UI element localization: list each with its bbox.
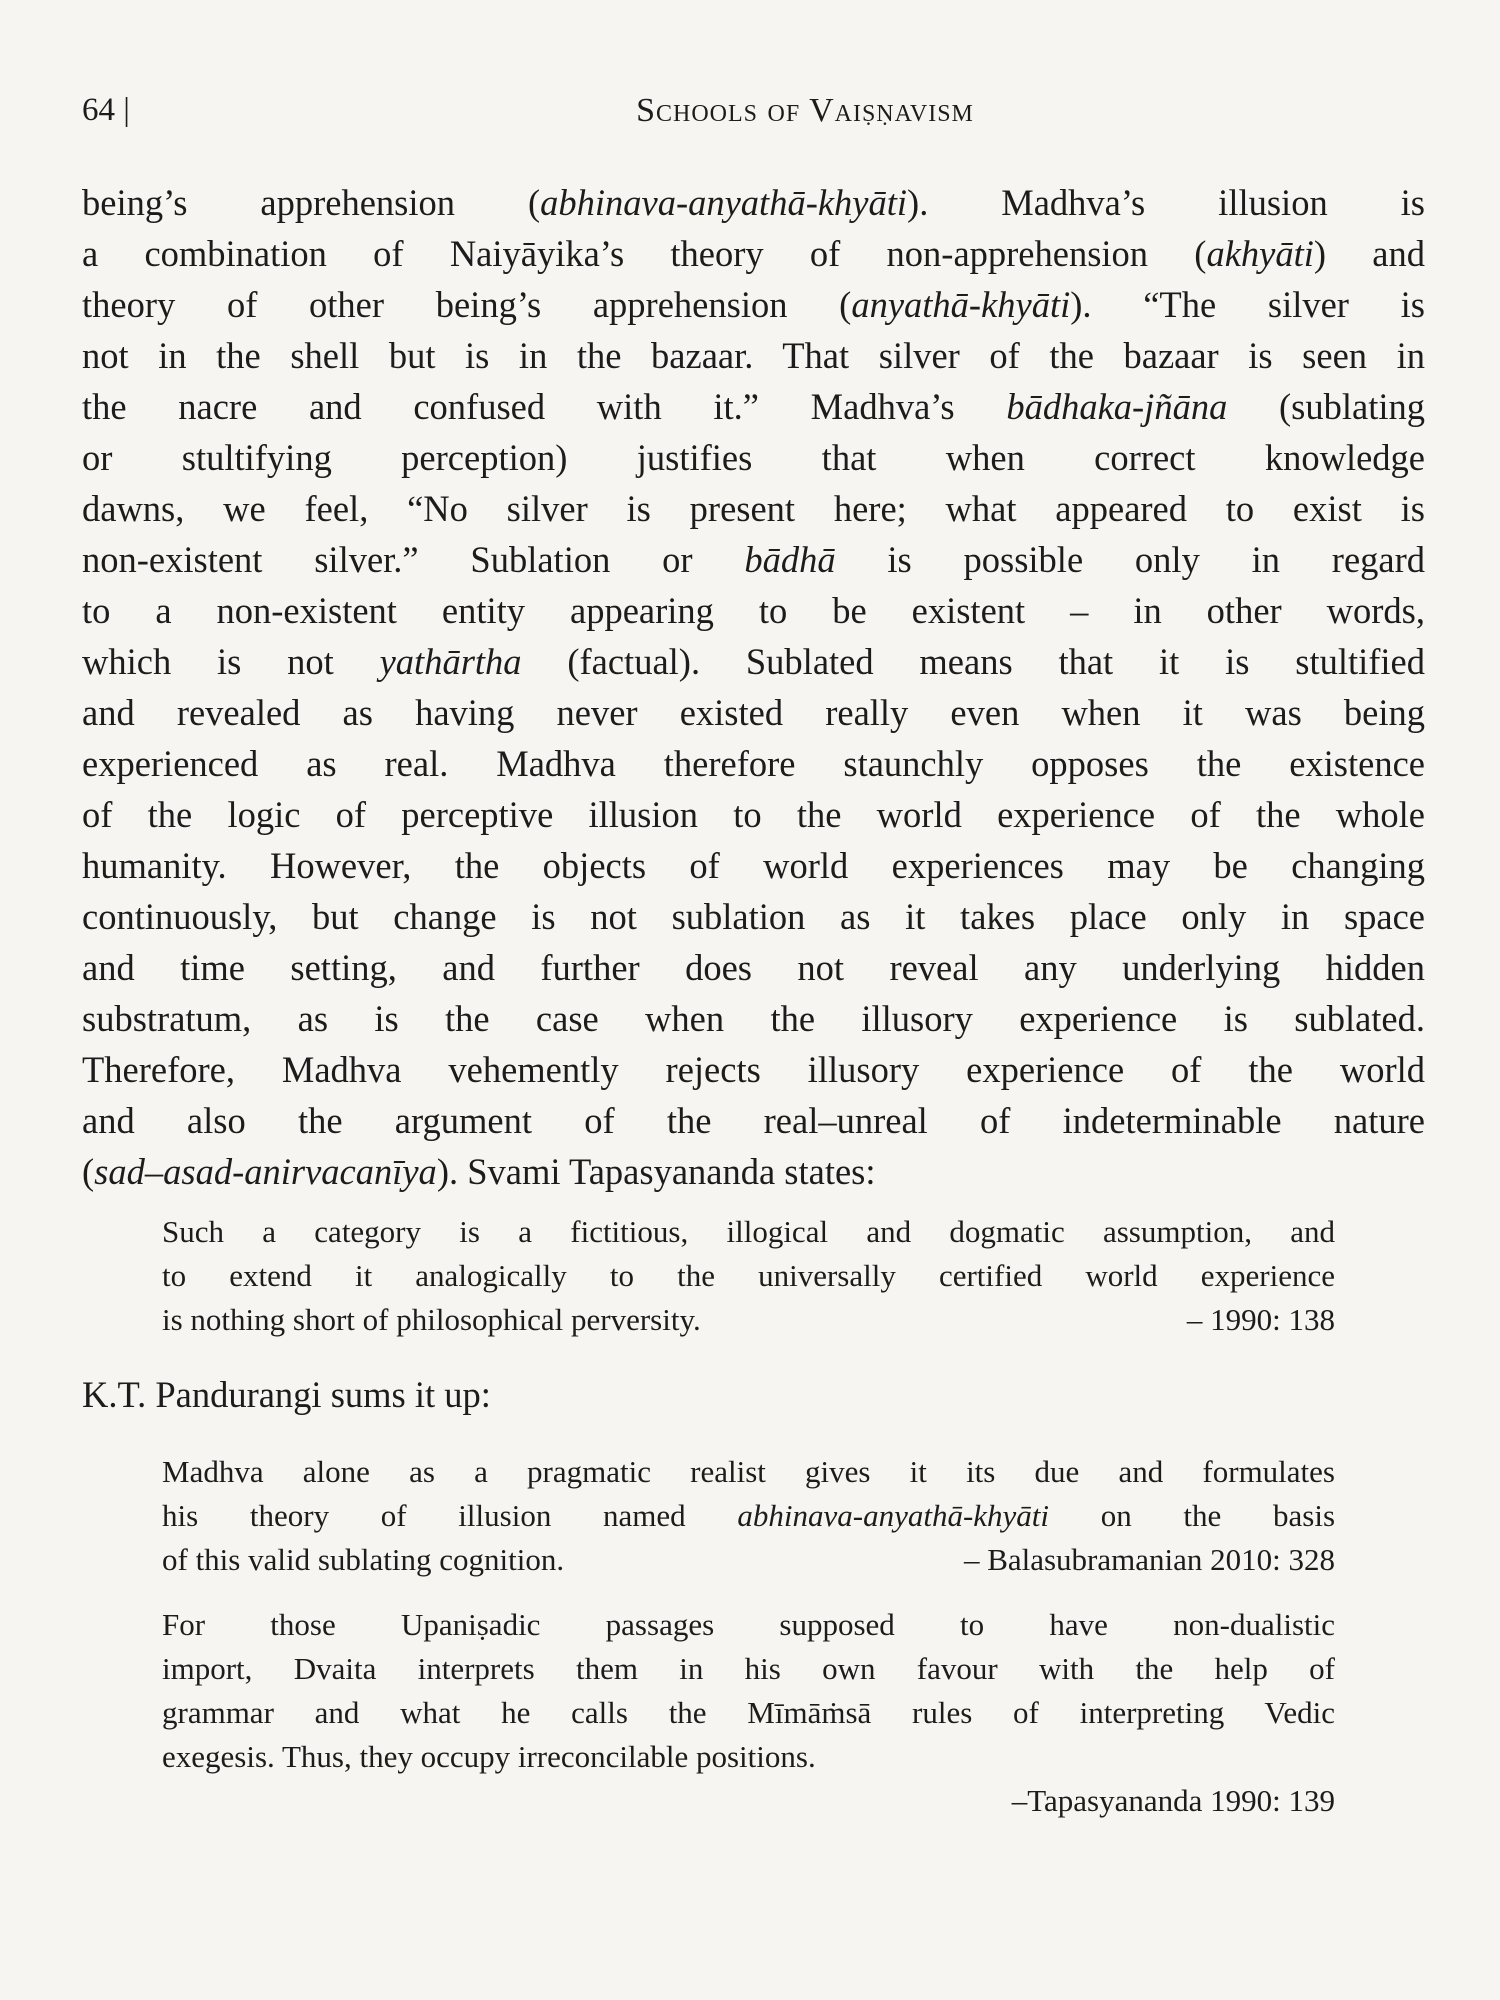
text-line: substratum, as is the case when the illusory experience is sublated.: [82, 998, 1425, 1039]
quote-last-line: [162, 1298, 1335, 1342]
quote-line: import, Dvaita interprets them in his own favour with the help of: [162, 1651, 1335, 1686]
text-line: or stultifying perception) justifies that when correct knowledge: [82, 437, 1425, 478]
text-line: and revealed as having never existed really even when it was being: [82, 692, 1425, 733]
page-header: [82, 92, 1418, 142]
kt-pandurangi-intro: K.T. Pandurangi sums it up:: [82, 1374, 491, 1415]
quote-line: of this valid sublating cognition.: [162, 1542, 565, 1577]
text-line: and time setting, and further does not reveal any underlying hidden: [82, 947, 1425, 988]
quote-line: his theory of illusion named abhinava-anyathā-khyāti on the basis: [162, 1498, 1336, 1533]
running-title: Schools of Vaiṣṇavism: [636, 92, 974, 129]
quote-line: grammar and what he calls the Mīmāṁsā rules of interpreting Vedic: [162, 1695, 1335, 1730]
quote-line: For those Upaniṣadic passages supposed to have non-dualistic: [162, 1607, 1335, 1642]
text-line: (sad–asad-anirvacanīya). Svami Tapasyananda states:: [82, 1151, 876, 1192]
text-line: humanity. However, the objects of world experiences may be changing: [82, 845, 1425, 886]
quote-line: exegesis. Thus, they occupy irreconcilable positions.: [162, 1739, 816, 1774]
text-line: and also the argument of the real–unreal of indeterminable nature: [82, 1100, 1425, 1141]
block-quote-tapasyananda-1990-138: [162, 1210, 1335, 1342]
quote-line: Such a category is a fictitious, illogical and dogmatic assumption, and: [162, 1214, 1335, 1249]
quote-last-line: [162, 1538, 1335, 1582]
main-paragraph: [82, 177, 1425, 1197]
quote-citation: – 1990: 138: [1186, 1302, 1335, 1337]
quote-line: to extend it analogically to the universally certified world experience: [162, 1258, 1335, 1293]
text-line: experienced as real. Madhva therefore staunchly opposes the existence: [82, 743, 1425, 784]
text-line: which is not yathārtha (factual). Sublated means that it is stultified: [82, 641, 1426, 682]
text-line: a combination of Naiyāyika’s theory of non-apprehension (akhyāti) and: [82, 233, 1426, 274]
text-line: of the logic of perceptive illusion to the world experience of the whole: [82, 794, 1425, 835]
quote-citation: –Tapasyananda 1990: 139: [1011, 1783, 1335, 1818]
quote-line: is nothing short of philosophical perversity.: [162, 1302, 701, 1337]
block-quote-balasubramanian: [162, 1450, 1335, 1582]
block-quote-tapasyananda-1990-139: [162, 1603, 1335, 1823]
text-line: Therefore, Madhva vehemently rejects illusory experience of the world: [82, 1049, 1425, 1090]
text-line: to a non-existent entity appearing to be existent – in other words,: [82, 590, 1425, 631]
quote-line: Madhva alone as a pragmatic realist gives it its due and formulates: [162, 1454, 1335, 1489]
text-line: continuously, but change is not sublation as it takes place only in space: [82, 896, 1425, 937]
text-line: being’s apprehension (abhinava-anyathā-khyāti). Madhva’s illusion is: [82, 182, 1425, 223]
text-line: dawns, we feel, “No silver is present here; what appeared to exist is: [82, 488, 1425, 529]
text-line: not in the shell but is in the bazaar. That silver of the bazaar is seen in: [82, 335, 1425, 376]
text-line: the nacre and confused with it.” Madhva’s bādhaka-jñāna (sublating: [82, 386, 1425, 427]
page-number: 64 |: [82, 92, 130, 128]
text-line: theory of other being’s apprehension (anyathā-khyāti). “The silver is: [82, 284, 1425, 325]
text-line: non-existent silver.” Sublation or bādhā is possible only in regard: [82, 539, 1425, 580]
quote-citation: – Balasubramanian 2010: 328: [963, 1542, 1335, 1577]
